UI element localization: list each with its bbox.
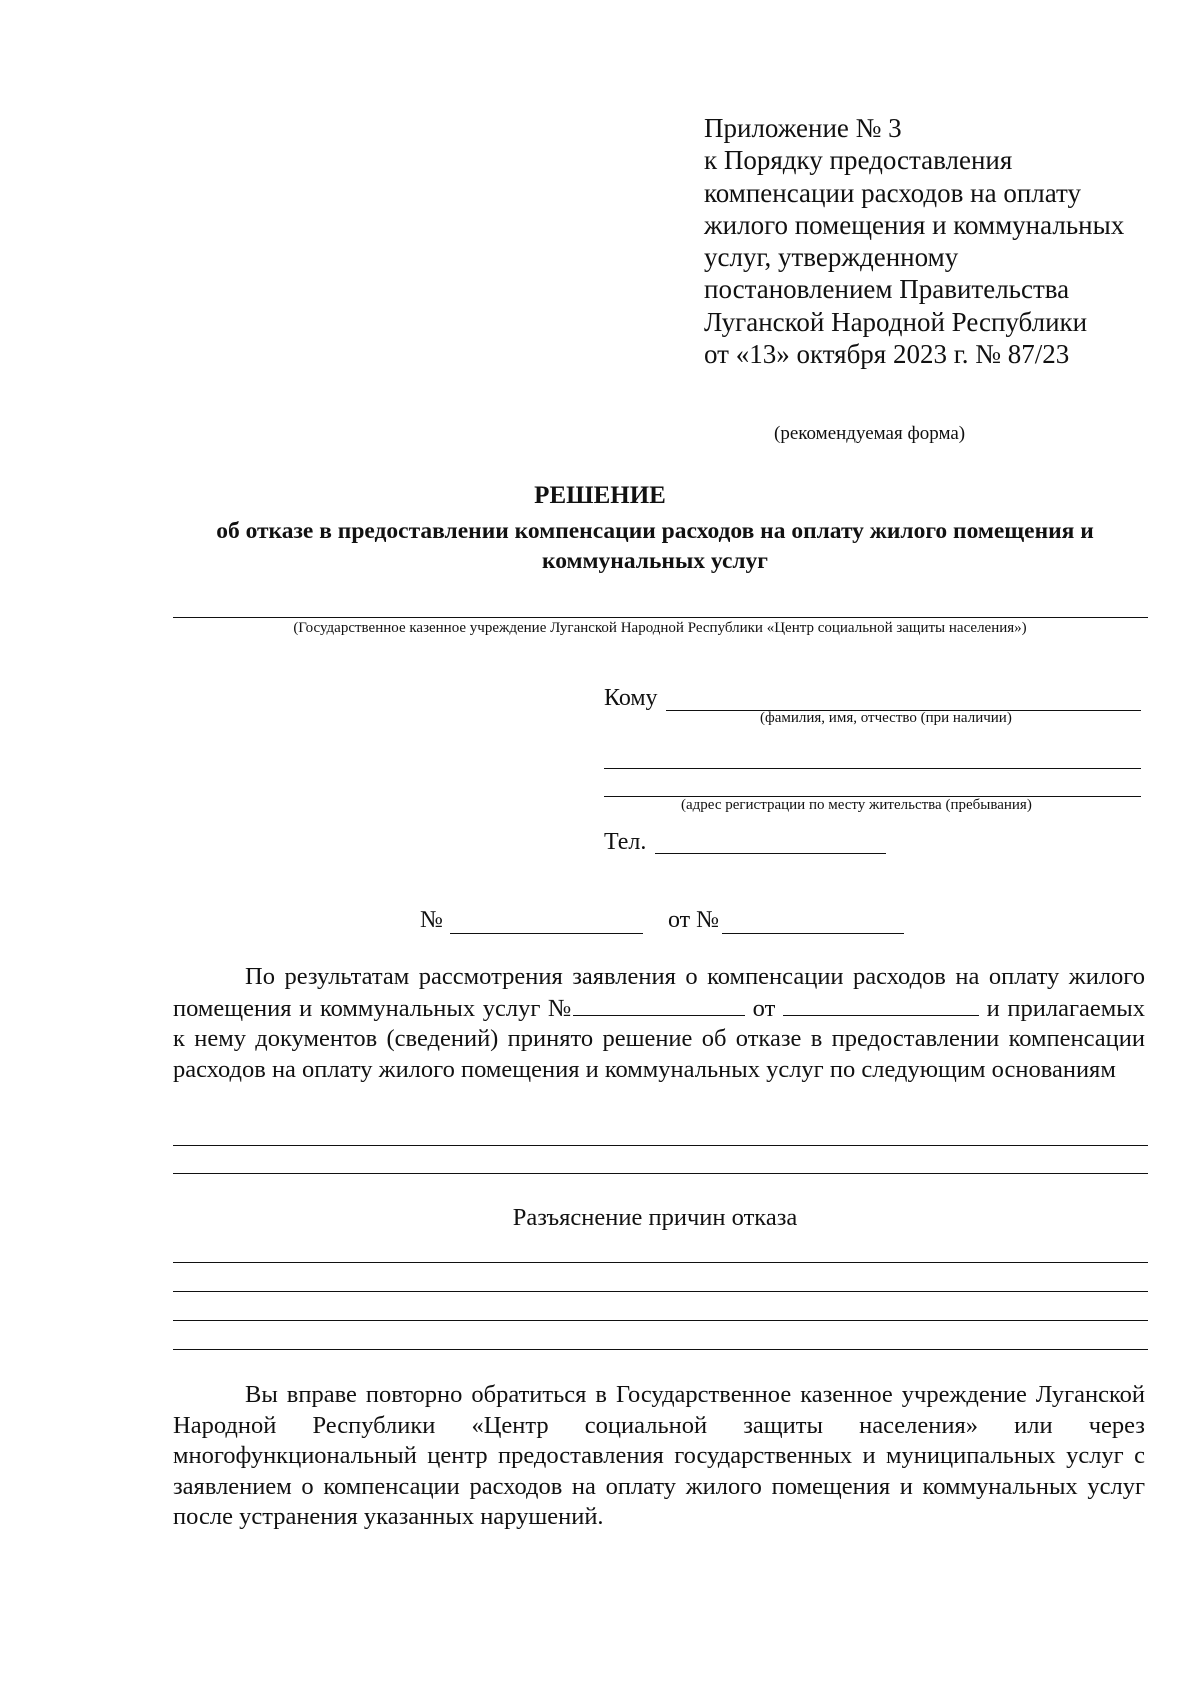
appendix-line: услуг, утвержденному bbox=[704, 242, 959, 273]
address-field-1[interactable] bbox=[604, 768, 1141, 769]
institution-field[interactable] bbox=[173, 617, 1148, 618]
appendix-line: компенсации расходов на оплату bbox=[704, 177, 1081, 208]
explanation-field-4[interactable] bbox=[173, 1349, 1148, 1350]
appendix-line: к Порядку предоставления bbox=[704, 145, 1013, 176]
number-label: № bbox=[420, 907, 443, 933]
appendix-line: от «13» октября 2023 г. № 87/23 bbox=[704, 339, 1070, 370]
body-text-part1: По результатам рассмотрения заявления о компенсации расходов на оплату жилого помещения и коммунальных услуг № bbox=[173, 963, 1145, 1022]
closing-text: Вы вправе повторно обратиться в Государственное казенное учреждение Луганской Народной Республики «Центр социальной защиты населения» или через многофункциональный центр предоставления государственных и муниципальных услуг с заявлением о компенсации расходов на оплату жилого помещения и коммунальных услуг после устранения указанных нарушений. bbox=[173, 1381, 1145, 1531]
address-caption: (адрес регистрации по месту жительства (пребывания) bbox=[681, 797, 1032, 813]
explanation-field-3[interactable] bbox=[173, 1320, 1148, 1321]
body-text-part2: и прилагаемых к нему документов (сведений) принято решение об отказе в предоставлении компенсации расходов на оплату жилого помещения и коммунальных услуг по следующим основаниям bbox=[173, 994, 1146, 1083]
appendix-line: постановлением Правительства bbox=[704, 274, 1070, 305]
body-paragraph bbox=[173, 962, 1145, 1085]
institution-caption: (Государственное казенное учреждение Луганской Народной Республики «Центр социальной защиты населения») bbox=[293, 620, 1027, 636]
explanation-heading: Разъяснение причин отказа bbox=[512, 1204, 798, 1231]
appendix-line: Приложение № 3 bbox=[704, 113, 902, 143]
grounds-field-2[interactable] bbox=[173, 1173, 1148, 1174]
appendix-line: Луганской Народной Республики bbox=[704, 306, 1088, 337]
document-subtitle: об отказе в предоставлении компенсации расходов на оплату жилого помещения и коммунальных услуг bbox=[216, 518, 1094, 574]
appendix-line: жилого помещения и коммунальных bbox=[704, 209, 1125, 240]
to-label: Кому bbox=[604, 685, 658, 711]
phone-field[interactable] bbox=[655, 853, 886, 854]
explanation-field-2[interactable] bbox=[173, 1291, 1148, 1292]
decision-number-field[interactable] bbox=[450, 933, 643, 934]
phone-label: Тел. bbox=[604, 829, 647, 855]
from-number-field[interactable] bbox=[722, 933, 904, 934]
from-number-label: от № bbox=[668, 907, 720, 933]
closing-paragraph bbox=[173, 1380, 1145, 1533]
grounds-field-1[interactable] bbox=[173, 1145, 1148, 1146]
name-caption: (фамилия, имя, отчество (при наличии) bbox=[760, 710, 1012, 726]
appendix-header bbox=[704, 112, 1174, 370]
explanation-field-1[interactable] bbox=[173, 1262, 1148, 1263]
application-number-field[interactable] bbox=[573, 993, 745, 1016]
application-date-field[interactable] bbox=[783, 993, 979, 1016]
document-title: РЕШЕНИЕ bbox=[534, 482, 666, 509]
form-note: (рекомендуемая форма) bbox=[774, 423, 966, 444]
body-from-word: от bbox=[752, 994, 776, 1022]
